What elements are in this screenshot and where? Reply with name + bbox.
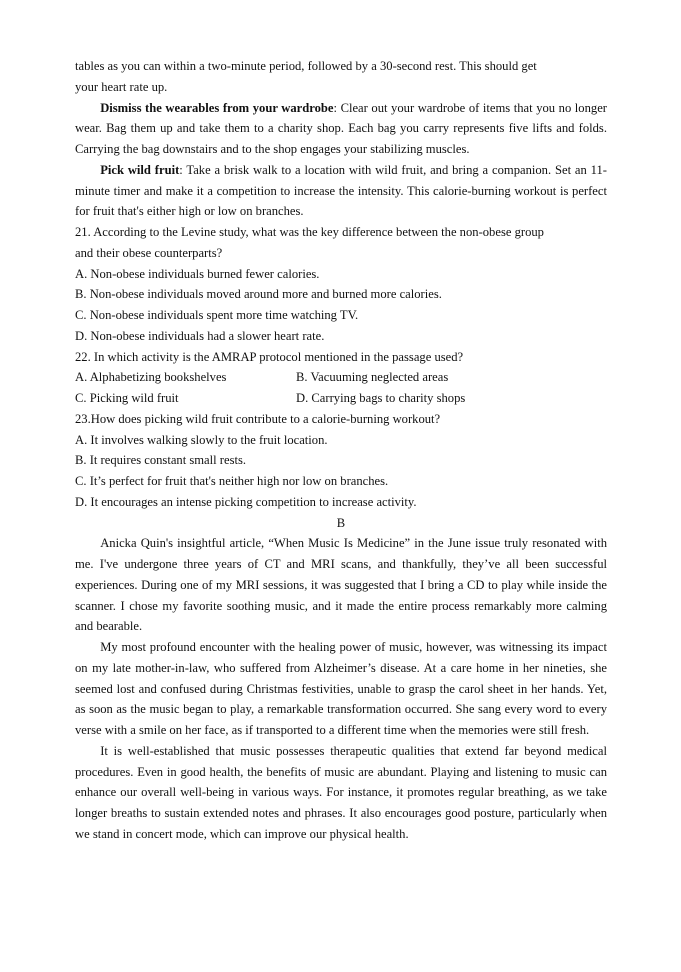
answer-option: C. Non-obese individuals spent more time watching TV. [75, 308, 359, 322]
answer-option: A. It involves walking slowly to the fruit location. [75, 432, 328, 447]
body-paragraph: Anicka Quin's insightful article, “When Music Is Medicine” in the June issue truly resonated with me. I've undergone three years of CT and MRI scans, and thankfully, they’ve all been successful experiences. During one of my MRI sessions, it was suggested that I bring a CD to play while inside the scanner. I chose my favorite soothing music, and it made the entire process remarkably more calming and bearable. [75, 536, 607, 634]
answer-option: C. It’s perfect for fruit that's neither high nor low on branches. [75, 474, 389, 488]
section-heading: B [336, 515, 346, 530]
body-paragraph: My most profound encounter with the healing power of music, however, was witnessing its impact on my late mother-in-law, who suffered from Alzheimer’s disease. At a care home in her nineties, she seemed lost and confused during Christmas festivities, unable to grasp the carol sheet in her hands. Yet, as soon as the music began to play, a remarkable transformation occurred. She sang every word to every verse with a smile on her face, as if transported to a different time when the memories were still fresh. [75, 640, 607, 737]
answer-option: D. It encourages an intense picking competition to increase activity. [75, 494, 417, 509]
tip-text: : Clear out your wardrobe of items that you no longer wear. Bag them up and take them to a charity shop. Each bag you carry represents five lifts and folds. Carrying the bag downstairs and to the shop engages your stabilizing muscles. [75, 100, 607, 156]
question-21 [75, 222, 607, 347]
answer-option: B. Non-obese individuals moved around more and burned more calories. [75, 287, 442, 302]
answer-option: D. Non-obese individuals had a slower heart rate. [75, 328, 325, 343]
option-row [75, 367, 607, 388]
question-stem: 23.How does picking wild fruit contribute to a calorie-burning workout? [75, 411, 441, 426]
answer-option: B. Vacuuming neglected areas [296, 370, 449, 385]
question-stem: 22. In which activity is the AMRAP protocol mentioned in the passage used? [75, 349, 464, 364]
tip-title: Pick wild fruit [100, 162, 180, 177]
answer-option: C. Picking wild fruit [75, 391, 179, 405]
question-stem: 21. According to the Levine study, what was the key difference between the non-obese group [75, 225, 544, 239]
answer-option: A. Alphabetizing bookshelves [75, 370, 227, 385]
intro-line: tables as you can within a two-minute period, followed by a 30-second rest. This should get [75, 59, 537, 73]
document-page [75, 56, 607, 845]
answer-option: D. Carrying bags to charity shops [296, 391, 466, 405]
tip-title: Dismiss the wearables from your wardrobe [100, 100, 334, 115]
question-23 [75, 409, 607, 513]
tip-paragraph [75, 98, 607, 160]
answer-option: B. It requires constant small rests. [75, 453, 247, 468]
answer-option: A. Non-obese individuals burned fewer calories. [75, 266, 320, 281]
tip-paragraph [75, 160, 607, 222]
tip-text: : Take a brisk walk to a location with wild fruit, and bring a companion. Set an 11-minute timer and make it a competition to increase the intensity. This calorie-burning workout is perfect for fruit that's either high or low on branches. [75, 162, 607, 219]
option-row [75, 388, 607, 409]
intro-paragraph [75, 56, 607, 98]
intro-line: your heart rate up. [75, 79, 168, 94]
question-22 [75, 347, 607, 409]
question-stem: and their obese counterparts? [75, 245, 223, 260]
body-paragraph: It is well-established that music possesses therapeutic qualities that extend far beyond medical procedures. Even in good health, the benefits of music are abundant. Playing and listening to music can enhance our overall well-being in various ways. For instance, it promotes regular breathing, as we take longer breaths to sustain extended notes and phrases. It also encourages good posture, particularly when we stand in concert mode, which can improve our physical health. [75, 743, 607, 841]
